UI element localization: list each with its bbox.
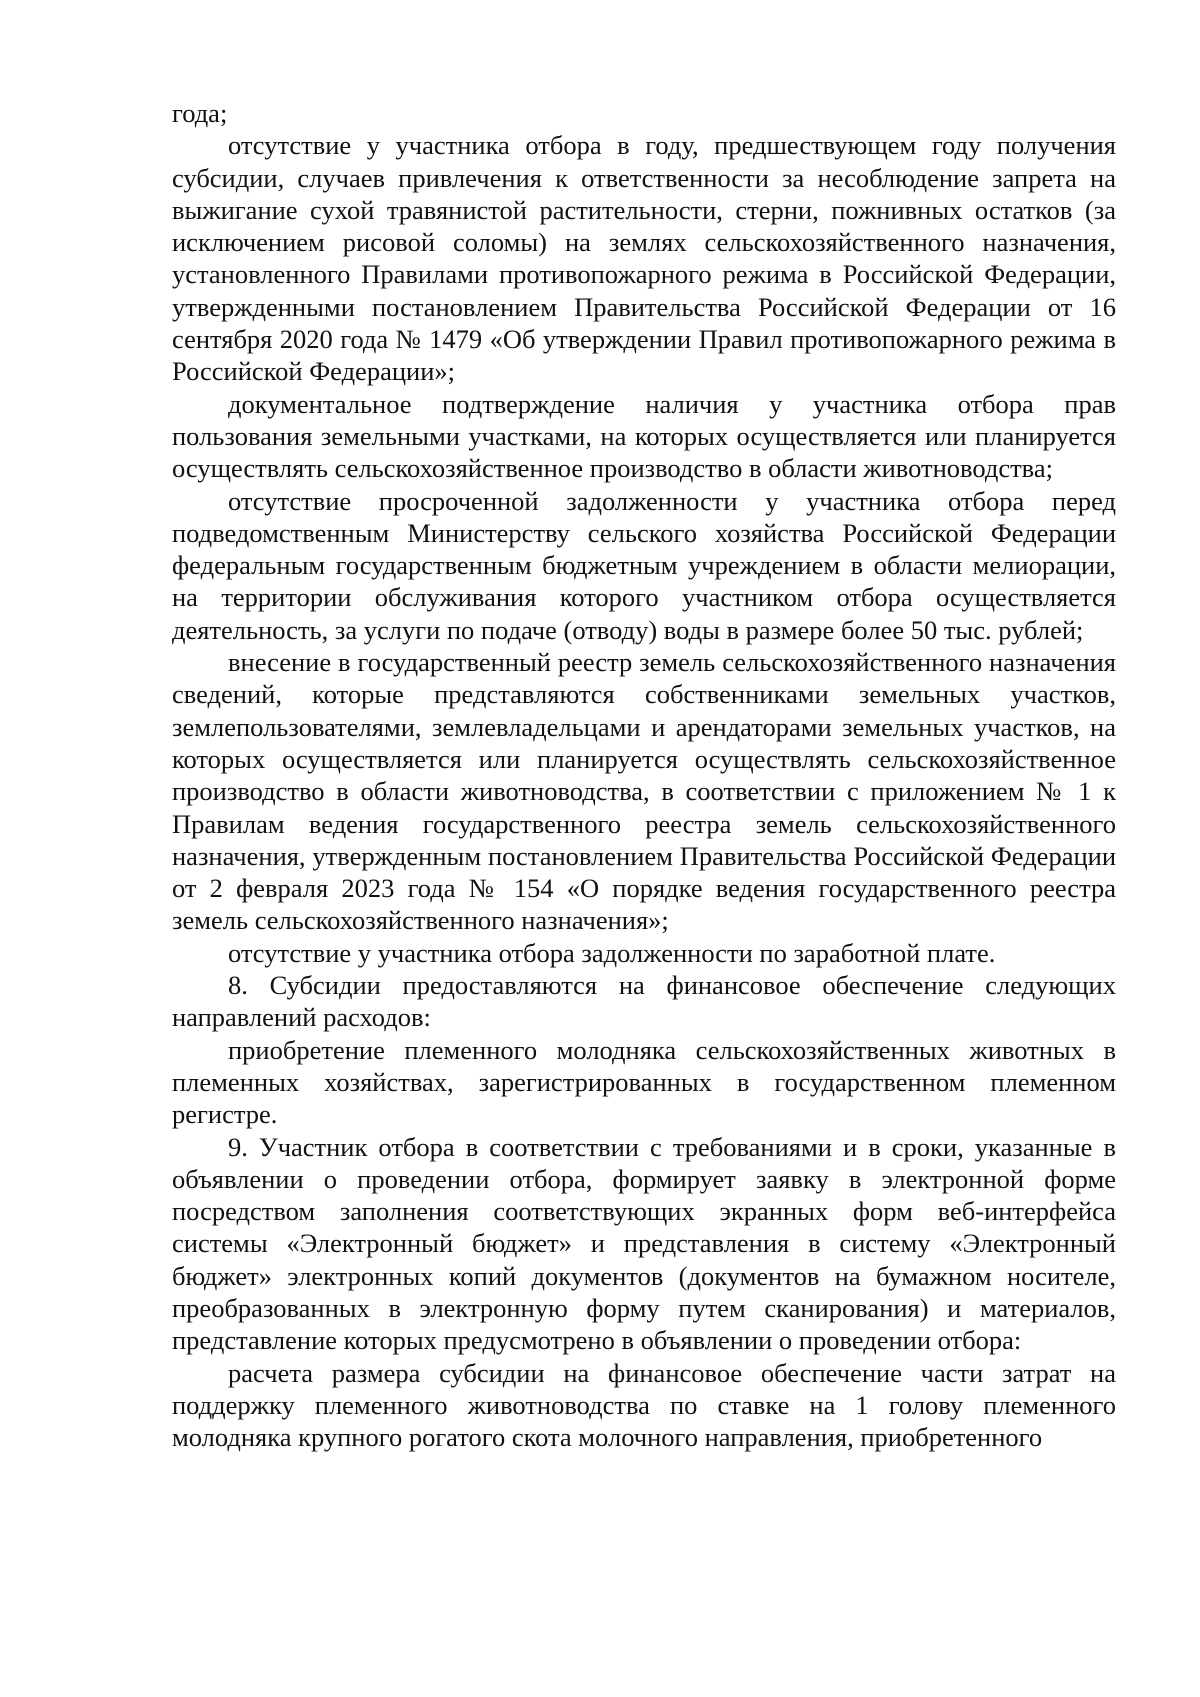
paragraph-land-rights: документальное подтверждение наличия у участника отбора прав пользования земельными участками, на которых осуществляется или планируется осуществлять сельскохозяйственное производство в области животноводства; bbox=[172, 388, 1116, 484]
document-page bbox=[172, 97, 1116, 1453]
paragraph-item-9: 9. Участник отбора в соответствии с требованиями и в сроки, указанные в объявлении о проведении отбора, формирует заявку в электронной форме посредством заполнения соответствующих экранных форм веб-интерфейса системы «Электронный бюджет» и представления в систему «Электронный бюджет» электронных копий документов (документов на бумажном носителе, преобразованных в электронную форму путем сканирования) и материалов, представление которых предусмотрено в объявлении о проведении отбора: bbox=[172, 1131, 1116, 1356]
paragraph-continuation: года; bbox=[172, 98, 228, 128]
paragraph-no-wage-debt: отсутствие у участника отбора задолженности по заработной плате. bbox=[228, 937, 996, 968]
paragraph-subsidy-calculation: расчета размера субсидии на финансовое обеспечение части затрат на поддержку племенного животноводства по ставке на 1 голову племенного молодняка крупного рогатого скота молочного направления, приобретенного bbox=[172, 1357, 1116, 1453]
paragraph-land-registry: внесение в государственный реестр земель сельскохозяйственного назначения сведений, которые представляются собственниками земельных участков, землепользователями, землевладельцами и арендаторами земельных участков, на которых осуществляется или планируется осуществлять сельскохозяйственное производство в области животноводства, в соответствии с приложением № 1 к Правилам ведения государственного реестра земель сельскохозяйственного назначения, утвержденным постановлением Правительства Российской Федерации от 2 февраля 2023 года № 154 «О порядке ведения государственного реестра земель сельскохозяйственного назначения»; bbox=[172, 647, 1116, 936]
paragraph-breeding-stock: приобретение племенного молодняка сельскохозяйственных животных в племенных хозяйствах, зарегистрированных в государственном племенном регистре. bbox=[172, 1034, 1116, 1130]
paragraph-no-fire-violations: отсутствие у участника отбора в году, предшествующем году получения субсидии, случаев привлечения к ответственности за несоблюдение запрета на выжигание сухой травянистой растительности, стерни, пожнивных остатков (за исключением рисовой соломы) на землях сельскохозяйственного назначения, установленного Правилами противопожарного режима в Российской Федерации, утвержденными постановлением Правительства Российской Федерации от 16 сентября 2020 года № 1479 «Об утверждении Правил противопожарного режима в Российской Федерации»; bbox=[172, 130, 1116, 387]
paragraph-item-8: 8. Субсидии предоставляются на финансовое обеспечение следующих направлений расходов: bbox=[172, 970, 1116, 1033]
paragraph-no-overdue-debt: отсутствие просроченной задолженности у участника отбора перед подведомственным Министерству сельского хозяйства Российской Федерации федеральным государственным бюджетным учреждением в области мелиорации, на территории обслуживания которого участником отбора осуществляется деятельность, за услуги по подаче (отводу) воды в размере более 50 тыс. рублей; bbox=[172, 485, 1116, 645]
